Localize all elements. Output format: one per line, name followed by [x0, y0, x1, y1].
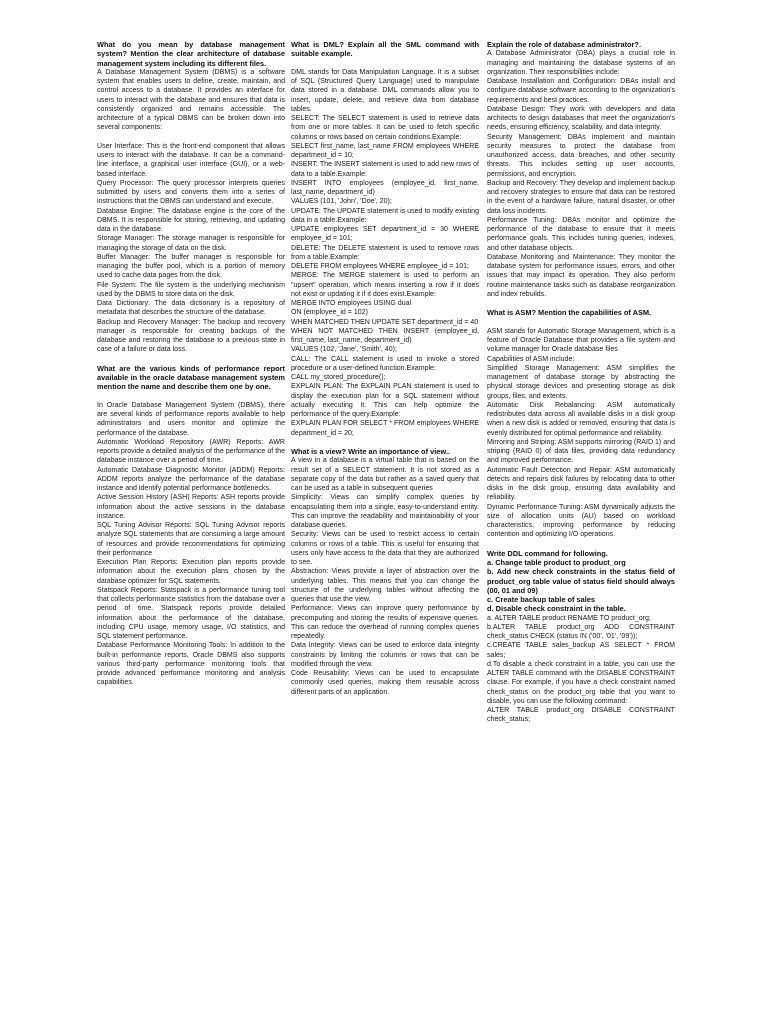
paragraph: User Interface: This is the front-end component that allows users to interact with the database. It can be a command-line interface, a graphical user interface (GUI), or a web-based interface. — [97, 142, 285, 178]
paragraph: Mirroring and Striping: ASM supports mirroring (RAID 1) and striping (RAID 0) of data files, providing data redundancy and improved performance. — [487, 438, 675, 465]
paragraph: Database Design: They work with developers and data architects to design databases that meet the organization's needs, ensuring efficiency, scalability, and data integrity. — [487, 105, 675, 132]
section-heading: What is a view? Write an importance of view.. — [291, 447, 450, 456]
paragraph: Data Integrity: Views can be used to enforce data integrity constraints by limiting the columns or rows that can be modified through the view. — [291, 642, 479, 668]
paragraph: EXPLAIN PLAN FOR SELECT * FROM employees WHERE department_id = 20; — [291, 420, 479, 437]
spacer — [97, 355, 285, 364]
paragraph: Database Installation and Configuration: DBAs install and configure database software according to the organization's requirements and best practices. — [487, 78, 675, 104]
paragraph: INSERT: The INSERT statement is used to add new rows of data to a table.Example: — [291, 161, 479, 178]
paragraph: MERGE INTO employees USING dual — [291, 300, 412, 307]
paragraph: Automatic Fault Detection and Repair: ASM automatically detects and repairs disk failures by relocating data to other disks in the disk group, ensuring data availability and reliability. — [487, 466, 675, 502]
paragraph: d.To disable a check constraint in a table, you can use the ALTER TABLE command with the DISABLE CONSTRAINT clause. For example, if you have a check constraint named check_status on the product_org table that you want to disable, you can use the following command: — [487, 660, 675, 705]
paragraph: VALUES (102, 'Jane', 'Smith', 40); — [291, 346, 397, 354]
paragraph: DELETE FROM employees WHERE employee_id = 101; — [291, 263, 470, 270]
paragraph: SELECT first_name, last_name FROM employees WHERE department_id = 10; — [291, 142, 479, 159]
spacer — [97, 133, 285, 142]
paragraph: DELETE: The DELETE statement is used to remove rows from a table.Example: — [291, 244, 479, 261]
paragraph: Storage Manager: The storage manager is responsible for managing the storage of data on the disk. — [97, 235, 285, 252]
paragraph: Simplicity: Views can simplify complex queries by encapsulating them into a single, easy-to-understand entity. This can improve the readability and maintainability of your database queries. — [291, 494, 479, 529]
paragraph: Simplified Storage Management: ASM simplifies the management of database storage by abstracting the physical storage devices and presenting storage as disk groups, files, and extents. — [487, 364, 675, 400]
paragraph: Automatic Database Diagnostic Monitor (ADDM) Reports: ADDM reports analyze the performance of the database instance and identify potential performance bottlenecks. — [97, 466, 285, 492]
section-heading: Explain the role of database administrator?. — [487, 40, 642, 49]
paragraph: ASM stands for Automatic Storage Management, which is a feature of Oracle Database that provides a file system and volume manager for Oracle database files — [487, 327, 675, 354]
section-heading: What is DML? Explain all the SML command with suitable example. — [291, 40, 479, 59]
paragraph: Database Monitoring and Maintenance: They monitor the database system for performance issues, errors, and other issues that may impact its operation. They also perform routine maintenance tasks such as database reorganization and index rebuilds. — [487, 253, 675, 298]
section-heading: b. Add new check constraints in the status field of product_org table value of status field should always (00, 01 and 09) — [487, 567, 675, 595]
paragraph: Database Performance Monitoring Tools: In addition to the built-in performance reports, Oracle DBMS also supports various third-party performance monitoring tools that provide advanced performance monitoring and analysis capabilities. — [97, 642, 285, 687]
paragraph: MERGE: The MERGE statement is used to perform an "upsert" operation, which means inserting a row if it does not exist or updating it if it does exist.Example: — [291, 272, 479, 298]
paragraph: WHEN MATCHED THEN UPDATE SET department_id = 40 — [291, 318, 479, 326]
spacer — [487, 540, 675, 549]
spacer — [97, 392, 285, 401]
paragraph: A view in a database is a virtual table that is based on the result set of a SELECT statement. It is not stored as a separate copy of the data but rather as a saved query that can be used as a table in subsequent queries — [291, 457, 479, 492]
paragraph: A Database Administrator (DBA) plays a crucial role in managing and maintaining the database systems of an organization. Their responsibilities include: — [487, 50, 675, 76]
spacer — [291, 438, 479, 447]
paragraph: Performance: Views can improve query performance by precomputing and storing the results of expensive queries. This can reduce the overhead of running complex queries repeatedly. — [291, 605, 479, 640]
paragraph: c.CREATE TABLE sales_backup AS SELECT * FROM sales; — [487, 642, 675, 659]
paragraph: Query Processor: The query processor interprets queries submitted by users and converts them into a series of instructions that the DBMS can understand and execute. — [97, 179, 285, 206]
paragraph: Statspack Reports: Statspack is a performance tuning tool that collects performance statistics from the database over a period of time. Statspack reports provide detailed information about the performance of the database, including CPU usage, memory usage, I/O statistics, and SQL statement performance. — [97, 586, 286, 640]
paragraph: Backup and Recovery Manager: The backup and recovery manager is responsible for creating backups of the database and restoring the database to a previous state in case of a failure or data loss. — [97, 318, 285, 354]
paragraph: INSERT INTO employees (employee_id, first_name, last_name, department_id) — [291, 179, 479, 196]
paragraph: Performance Tuning: DBAs monitor and optimize the performance of the database to ensure that it meets performance goals. This includes tuning queries, indexes, and other database objects. — [487, 216, 675, 252]
section-heading: c. Create backup table of sales — [487, 595, 596, 604]
spacer — [291, 59, 479, 68]
paragraph: Automatic Disk Rebalancing: ASM automatically redistributes data across all available disks in a disk group when a new disk is added or removed, ensuring that data is evenly distributed for optimal performance and reliability. — [487, 401, 675, 437]
paragraph: Security: Views can be used to restrict access to certain columns or rows of a table. This is useful for ensuring that users only have access to the data that they are authorized to see. — [291, 531, 479, 566]
column-right — [487, 40, 675, 725]
paragraph: EXPLAIN PLAN: The EXPLAIN PLAN statement is used to display the execution plan for a SQL statement without actually executing it. This can help optimize the performance of the query.Example: — [291, 383, 479, 418]
column-middle — [291, 40, 479, 697]
section-heading: Write DDL command for following. — [487, 548, 608, 558]
paragraph: SELECT: The SELECT statement is used to retrieve data from one or more tables. It can be used to fetch specific columns or rows based on certain conditions.Example: — [291, 115, 479, 141]
spacer — [487, 299, 675, 308]
paragraph: Security Management: DBAs implement and maintain security measures to protect the database from unauthorized access, data breaches, and other security threats. This includes setting up user accounts, permissions, and encryption. — [487, 133, 675, 178]
section-heading: a. Change table product to product_org — [487, 558, 626, 567]
paragraph: WHEN NOT MATCHED THEN INSERT (employee_id, first_name, last_name, department_id) — [291, 327, 479, 344]
section-heading: What is ASM? Mention the capabilities of ASM. — [487, 308, 652, 318]
section-heading: What are the various kinds of performance report available in the oracle database management system mention the name and describe them one by one. — [97, 363, 285, 392]
paragraph: A Database Management System (DBMS) is a software system that enables users to define, create, maintain, and control access to a database. It provides an interface for users to interact with the database and ensures that data is consistently organized and remains accessible. The architecture of a typical DBMS can be broken down into several components: — [97, 68, 285, 132]
paragraph: ALTER TABLE product_org DISABLE CONSTRAINT check_status; — [487, 707, 675, 724]
paragraph: Code Reusability: Views can be used to encapsulate commonly used queries, making them reusable across different parts of an application. — [291, 670, 479, 696]
paragraph: Data Dictionary: The data dictionary is a repository of metadata that describes the structure of the database. — [97, 300, 285, 317]
paragraph: Automatic Workload Repository (AWR) Reports: AWR reports provide a detailed analysis of the performance of the database instance over a period of time. — [97, 438, 285, 465]
paragraph: UPDATE: The UPDATE statement is used to modify existing data in a table.Example: — [291, 207, 479, 224]
paragraph: ON (employee_id = 102) — [291, 309, 368, 317]
paragraph: SQL Tuning Advisor Reports: SQL Tuning Advisor reports analyze SQL statements that are consuming a large amount of resources and provide recommendations for optimizing their performance — [97, 522, 285, 557]
section-heading: What do you mean by database management system? Mention the clear architecture of database management system including its different files. — [97, 40, 285, 68]
paragraph: Dynamic Performance Tuning: ASM dynamically adjusts the size of allocation units (AU) based on workload characteristics, improving performance by reducing contention and optimizing I/O operations. — [487, 503, 675, 539]
paragraph: CALL: The CALL statement is used to invoke a stored procedure or a user-defined function.Example: — [291, 355, 479, 372]
paragraph: Active Session History (ASH) Reports: ASH reports provide information about the active sessions in the database instance. — [97, 494, 285, 520]
paragraph: File System: The file system is the underlying mechanism used by the DBMS to store data on the disk. — [97, 281, 285, 298]
paragraph: Backup and Recovery: They develop and implement backup and recovery strategies to ensure that data can be restored in the event of a hardware failure, natural disaster, or other data loss incidents. — [487, 179, 675, 215]
paragraph: Capabilities of ASM include: — [487, 355, 575, 363]
paragraph: Execution Plan Reports: Execution plan reports provide information about the execution plans chosen by the database optimizer for SQL statements. — [97, 559, 285, 585]
column-left — [97, 40, 285, 688]
section-heading: d. Disable check constraint in the table. — [487, 604, 626, 614]
paragraph: VALUES (101, 'John', 'Doe', 20); — [291, 198, 392, 206]
paragraph: a. ALTER TABLE product RENAME TO product_org; — [487, 614, 651, 622]
paragraph: DML stands for Data Manipulation Language. It is a subset of SQL (Structured Query Language) used to manipulate data stored in a database. DML commands allow you to insert, update, delete, and retrieve data from database tables. — [291, 68, 479, 113]
paragraph: CALL my_stored_procedure(); — [291, 374, 386, 381]
paragraph: Database Engine: The database engine is the core of the DBMS. It is responsible for storing, retrieving, and updating data in the database. — [97, 207, 285, 233]
paragraph: UPDATE employees SET department_id = 30 WHERE employee_id = 101; — [291, 226, 479, 243]
paragraph: In Oracle Database Management System (DBMS), there are several kinds of performance reports available to help administrators and users monitor and optimize the performance of the database. — [97, 401, 285, 437]
paragraph: Abstraction: Views provide a layer of abstraction over the underlying tables. This means that you can change the structure of the underlying tables without affecting the queries that use the view. — [291, 568, 479, 603]
spacer — [487, 318, 675, 327]
paragraph: Buffer Manager: The buffer manager is responsible for managing the buffer pool, which is a portion of memory used to cache data pages from the disk. — [97, 253, 285, 280]
paragraph: b.ALTER TABLE product_org ADD CONSTRAINT check_status CHECK (status IN ('00', '01', '09')); — [487, 623, 675, 640]
